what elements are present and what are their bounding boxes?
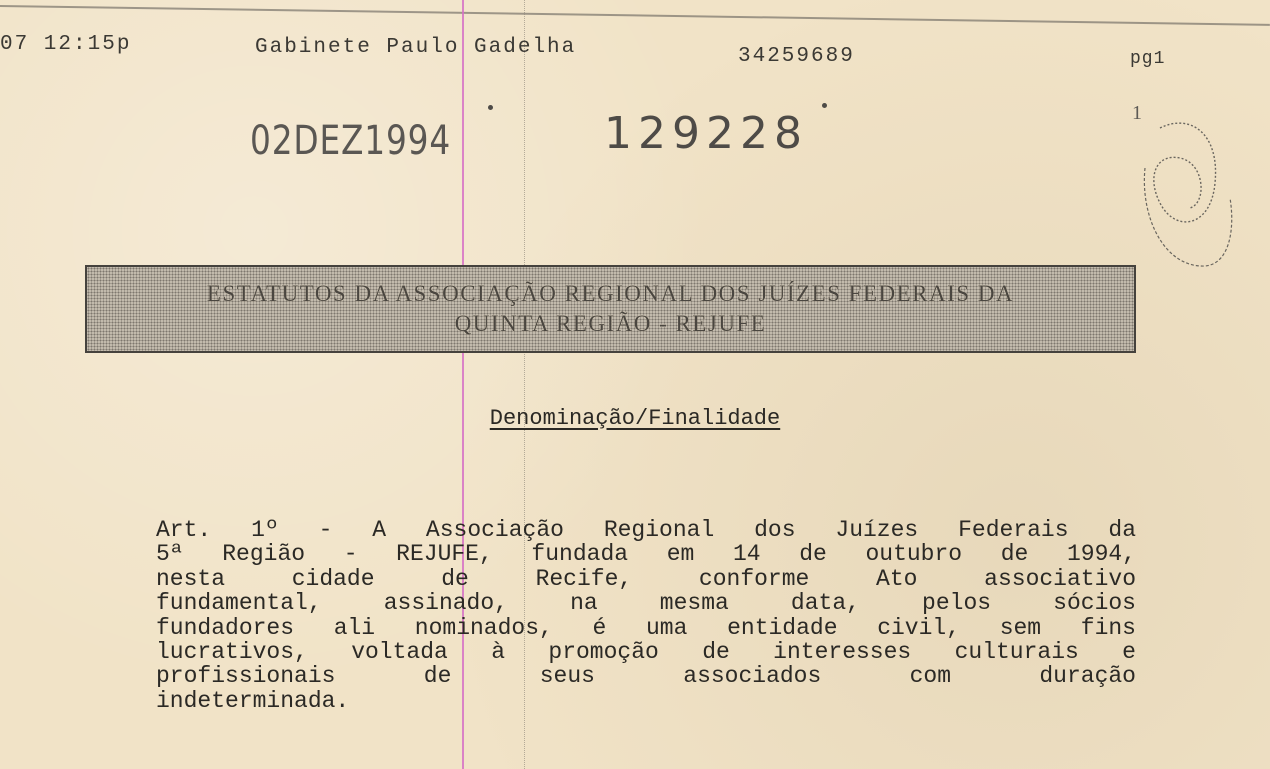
document-title-line-1: ESTATUTOS DA ASSOCIAÇÃO REGIONAL DOS JUÍZES FEDERAIS DA (206, 281, 1015, 306)
document-title-box (85, 265, 1136, 353)
fax-sender: Gabinete Paulo Gadelha (255, 36, 577, 59)
article-line: lucrativos, voltada à promoção de interesses culturais e (156, 639, 1136, 665)
fax-page-number: pg1 (1130, 49, 1166, 69)
section-heading-text: Denominação/Finalidade (489, 406, 781, 431)
article-line: 5ª Região - REJUFE, fundada em 14 de outubro de 1994, (156, 542, 1136, 567)
date-stamp: 02DEZ1994 (250, 118, 452, 164)
fax-header (0, 28, 1270, 68)
article-line: indeterminada. (156, 688, 350, 714)
margin-annotation: 1 (1132, 102, 1142, 124)
fax-header-rule (0, 5, 1270, 26)
stamp-dot (822, 103, 827, 108)
article-1-paragraph (156, 518, 1136, 746)
document-title-line-2: QUINTA REGIÃO - REJUFE (454, 311, 767, 336)
article-line: nesta cidade de Recife, conforme Ato associativo (156, 566, 1136, 592)
stamp-dot (488, 105, 493, 110)
article-line: profissionais de seus associados com duração (156, 664, 1136, 689)
handwritten-scribble-icon (1135, 108, 1245, 278)
article-line: Art. 1º - A Associação Regional dos Juízes Federais da (156, 518, 1136, 543)
fax-time: 07 12:15p (0, 33, 132, 56)
article-line: fundadores ali nominados, é uma entidade civil, sem fins (156, 615, 1136, 640)
fax-phone-number: 34259689 (738, 45, 855, 68)
article-line: fundamental, assinado, na mesma data, pelos sócios (156, 591, 1136, 616)
section-heading (0, 406, 1270, 431)
protocol-number-stamp: 129228 (604, 108, 808, 159)
